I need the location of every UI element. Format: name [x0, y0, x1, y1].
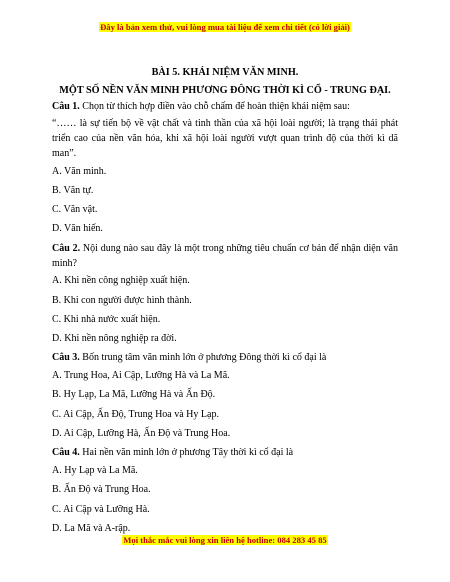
question-text: Nội dung nào sau đây là một trong những tiêu chuẩn cơ bản để nhận diện văn minh? [52, 242, 398, 269]
question-text: Bốn trung tâm văn minh lớn ở phương Đông thời kì cổ đại là [79, 352, 327, 364]
question-label: Câu 3. [52, 352, 80, 364]
question-label: Câu 4. [52, 447, 80, 459]
question-2 [52, 242, 398, 272]
answer-option: A. Khi nền công nghiệp xuất hiện. [52, 275, 190, 287]
answer-option: C. Ai Cập, Ấn Độ, Trung Hoa và Hy Lạp. [52, 408, 219, 420]
bottom-banner-text: Mọi thắc mắc vui lòng xin liên hệ hotline: 084 283 45 85 [123, 535, 327, 545]
answer-option: C. Văn vật. [52, 204, 98, 216]
answer-option: D. La Mã và A-rập. [52, 522, 131, 534]
answer-option: C. Ai Cập và Lưỡng Hà. [52, 503, 150, 515]
question-label: Câu 2. [52, 242, 81, 254]
question-label: Câu 1. [52, 100, 80, 112]
answer-option: A. Trung Hoa, Ai Cập, Lưỡng Hà và La Mã. [52, 370, 230, 382]
top-banner-text: Đây là bản xem thử, vui lòng mua tài liệu để xem chi tiết (có lời giải) [100, 22, 350, 32]
answer-option: C. Khi nhà nước xuất hiện. [52, 313, 161, 325]
answer-option: B. Khi con người được hình thành. [52, 294, 192, 306]
answer-option: A. Hy Lạp và La Mã. [52, 464, 138, 476]
bottom-hotline-banner [0, 535, 450, 545]
document-body [52, 66, 398, 541]
answer-option: B. Văn tự. [52, 184, 94, 196]
question-4 [52, 446, 398, 461]
answer-option: D. Văn hiến. [52, 223, 103, 235]
answer-option: A. Văn minh. [52, 165, 107, 177]
answer-option: B. Ấn Độ và Trung Hoa. [52, 484, 151, 496]
question-3 [52, 351, 398, 366]
section-title: MỘT SỐ NỀN VĂN MINH PHƯƠNG ĐÔNG THỜI KÌ CỔ - TRUNG ĐẠI. [59, 84, 391, 96]
question-text: Hai nền văn minh lớn ở phương Tây thời kì cổ đại là [79, 447, 294, 459]
question-1-quote: “…… là sự tiến bộ về vật chất và tinh thần của xã hội loài người; là trạng thái phát triển cao của nền văn hóa, khi xã hội loài người vượt quan trình độ của thời kì dã man”. [52, 118, 398, 159]
lesson-title: BÀI 5. KHÁI NIỆM VĂN MINH. [151, 67, 299, 78]
answer-option: B. Hy Lạp, La Mã, Lưỡng Hà và Ấn Độ. [52, 389, 216, 401]
answer-option: D. Khi nền nông nghiệp ra đời. [52, 333, 177, 345]
answer-option: D. Ai Cập, Lưỡng Hà, Ấn Độ và Trung Hoa. [52, 428, 231, 439]
top-preview-banner [0, 22, 450, 32]
question-1 [52, 100, 398, 115]
question-text: Chọn từ thích hợp điền vào chỗ chấm để hoàn thiện khái niệm sau: [79, 100, 350, 112]
